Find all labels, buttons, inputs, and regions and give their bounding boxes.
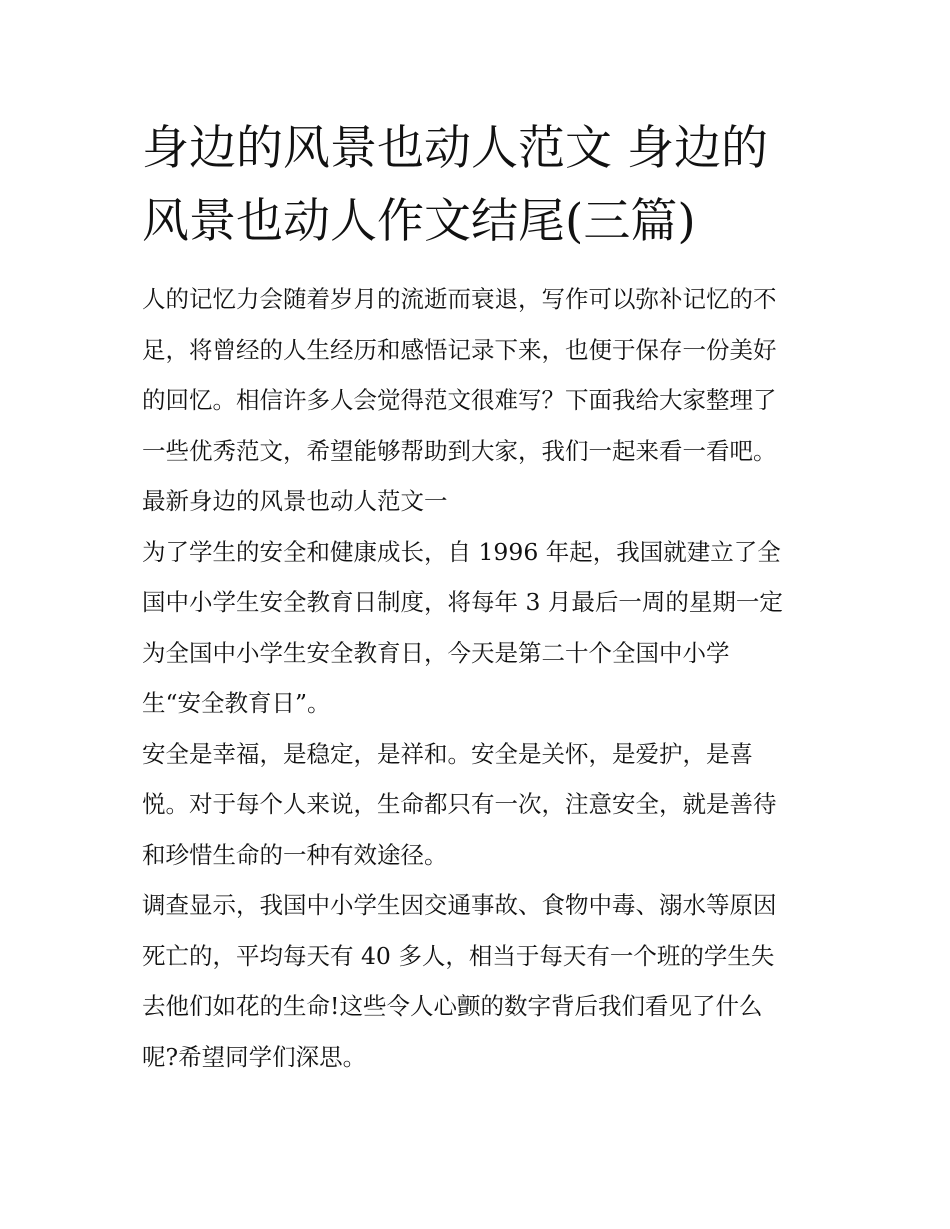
body-line-13: 调查显示，我国中小学生因交通事故、食物中毒、溺水等原因 bbox=[142, 891, 777, 919]
title-line-1: 身边的风景也动人范文 身边的 bbox=[142, 121, 768, 176]
body-line-16: 呢?希望同学们深思。 bbox=[142, 1042, 367, 1071]
body-line-8: 为全国中小学生安全教育日，今天是第二十个全国中小学 bbox=[142, 638, 730, 667]
body-line-11: 悦。对于每个人来说，生命都只有一次，注意安全，就是善待 bbox=[142, 790, 777, 818]
section-heading: 最新身边的风景也动人范文一 bbox=[142, 487, 448, 515]
document-body bbox=[142, 274, 822, 1082]
body-line-12: 和珍惜生命的一种有效途径。 bbox=[142, 840, 448, 869]
body-line-4: 一些优秀范文，希望能够帮助到大家，我们一起来看一看吧。 bbox=[142, 436, 777, 465]
body-line-9: 生“安全教育日”。 bbox=[142, 689, 331, 717]
body-line-3: 的回忆。相信许多人会觉得范文很难写？下面我给大家整理了 bbox=[142, 386, 777, 414]
body-line-1: 人的记忆力会随着岁月的流逝而衰退，写作可以弥补记忆的不 bbox=[142, 285, 777, 313]
body-line-7: 国中小学生安全教育日制度，将每年 3 月最后一周的星期一定 bbox=[142, 588, 783, 616]
body-line-10: 安全是幸福，是稳定，是祥和。安全是关怀，是爱护，是喜 bbox=[142, 739, 753, 768]
body-line-15: 去他们如花的生命!这些令人心颤的数字背后我们看见了什么 bbox=[142, 992, 763, 1020]
body-line-6: 为了学生的安全和健康成长，自 1996 年起，我国就建立了全 bbox=[142, 537, 781, 566]
document-title bbox=[142, 112, 822, 258]
title-line-2: 风景也动人作文结尾(三篇) bbox=[142, 194, 696, 249]
body-line-14: 死亡的，平均每天有 40 多人，相当于每天有一个班的学生失 bbox=[142, 941, 775, 970]
body-line-2: 足，将曾经的人生经历和感悟记录下来，也便于保存一份美好 bbox=[142, 335, 777, 364]
